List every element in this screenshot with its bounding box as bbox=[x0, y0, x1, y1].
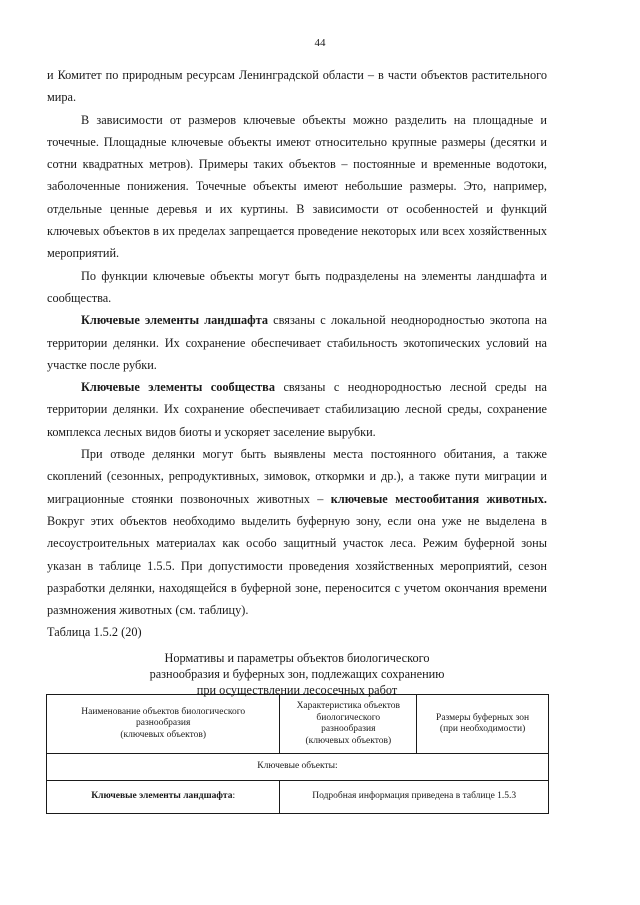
header-text: (ключевых объектов) bbox=[305, 735, 392, 746]
paragraph-continuation: и Комитет по природным ресурсам Ленинградской области – в части объектов растительного мира. bbox=[47, 68, 547, 105]
page-body bbox=[47, 64, 547, 698]
table-reference: Таблица 1.5.2 (20) bbox=[47, 625, 142, 640]
term-landscape-elements: Ключевые элементы ландшафта bbox=[81, 313, 268, 328]
table-row bbox=[47, 781, 549, 814]
header-text: разнообразия bbox=[136, 718, 191, 729]
term-community-elements: Ключевые элементы сообщества bbox=[81, 380, 275, 395]
paragraph-animal-habitats-intro: При отводе делянки могут быть выявлены места постоянного обитания, а также скоплений (сезонных, репродуктивных, зимовок, откормки и др.), а также пути миграции и миграционные стоянки позвоночных животных – bbox=[47, 447, 547, 506]
header-cell-buffer-size bbox=[417, 695, 549, 754]
paragraph-community-elements-text: связаны с неоднородностью лесной среды на территории делянки. Их сохранение обеспечивает стабилизацию лесной среды, сохранение комплекса лесных видов биоты и ускоряет заселение вырубки. bbox=[47, 380, 547, 439]
table-caption bbox=[47, 650, 547, 698]
term-animal-habitats: ключевые местообитания животных. bbox=[330, 491, 547, 506]
row-description-cell: Подробная информация приведена в таблице 1.5.3 bbox=[280, 781, 549, 814]
row-object-name-cell bbox=[47, 781, 280, 814]
header-text: разнообразия bbox=[321, 724, 376, 734]
page-number: 44 bbox=[314, 37, 326, 49]
table-header-row bbox=[47, 695, 549, 754]
table-caption-line: разнообразия и буферных зон, подлежащих сохранению bbox=[149, 666, 445, 681]
header-text: (ключевых объектов) bbox=[120, 729, 207, 740]
section-label-cell: Ключевые объекты: bbox=[47, 754, 549, 781]
header-cell-object-name bbox=[47, 695, 280, 754]
paragraph-key-objects-size: В зависимости от размеров ключевые объекты можно разделить на площадные и точечные. Площадные ключевые объекты имеют относительно крупные размеры (десятки и сотни квадратных метров). Примеры таких объектов – постоянные и временные водотоки, заболоченные понижения. Точечные объекты имеют небольшие размеры. Это, например, отдельные ценные деревья и их куртины. В зависимости от особенностей и функций ключевых объектов в их пределах запрещается проведение некоторых или всех хозяйственных мероприятий. bbox=[47, 112, 547, 261]
paragraph-animal-habitats bbox=[47, 443, 547, 621]
paragraph-landscape-elements bbox=[47, 309, 547, 376]
table-caption-line: Нормативы и параметры объектов биологического bbox=[164, 650, 430, 665]
header-text: Характеристика объектов bbox=[296, 701, 401, 711]
table-caption-line: при осуществлении лесосечных работ bbox=[196, 682, 398, 697]
row-object-name-suffix: : bbox=[232, 791, 236, 802]
row-object-name: Ключевые элементы ландшафта bbox=[91, 791, 233, 802]
norms-table bbox=[46, 694, 549, 814]
header-cell-characteristics bbox=[280, 695, 417, 754]
header-text: (при необходимости) bbox=[439, 724, 526, 734]
paragraph-animal-habitats-text: Вокруг этих объектов необходимо выделить буферную зону, если она уже не выделена в лесоустроительных материалах как особо защитный участок леса. Режим буферной зоны указан в таблице 1.5.5. При допустимости проведения хозяйственных мероприятий, сезон разработки делянки, находящейся в буферной зоне, переносится с учетом окончания времени размножения животных (см. таблицу). bbox=[47, 513, 547, 618]
table-section-row bbox=[47, 754, 549, 781]
paragraph-landscape-elements-text: связаны с локальной неоднородностью экотопа на территории делянки. Их сохранение обеспечивает стабильность экотопических условий на участке после рубки. bbox=[47, 313, 547, 372]
paragraph-community-elements bbox=[47, 376, 547, 443]
header-text: биологического bbox=[316, 712, 381, 723]
header-text: Наименование объектов биологического bbox=[81, 706, 246, 717]
header-text: Размеры буферных зон bbox=[436, 712, 530, 723]
paragraph-key-objects-function: По функции ключевые объекты могут быть подразделены на элементы ландшафта и сообщества. bbox=[47, 268, 547, 305]
